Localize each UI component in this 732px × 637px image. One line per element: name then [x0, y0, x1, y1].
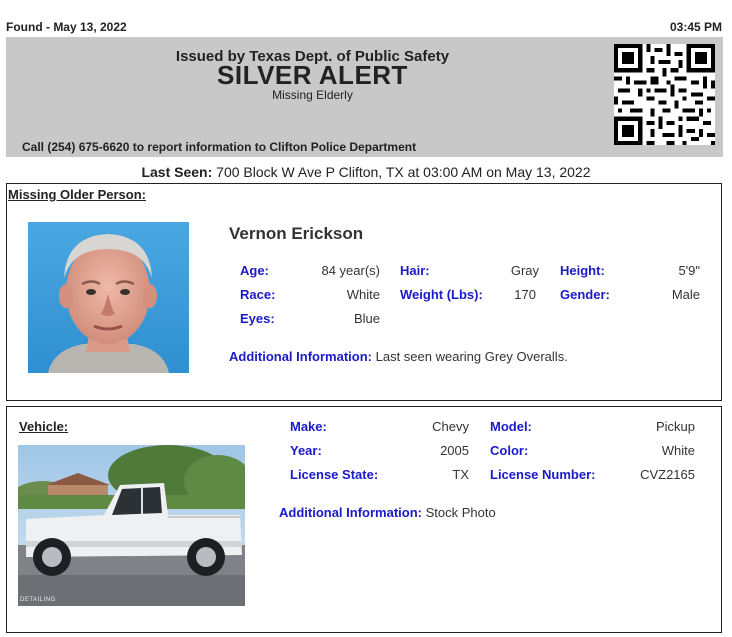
eyes-value: Blue — [353, 311, 380, 326]
person-photo — [28, 222, 189, 373]
license-number-value: CVZ2165 — [640, 467, 695, 482]
person-additional-info — [229, 349, 568, 364]
qr-code-icon — [614, 44, 715, 145]
person-additional-label: Additional Information: — [229, 349, 372, 364]
color-label: Color: — [490, 443, 529, 458]
person-section-label: Missing Older Person: — [8, 187, 146, 202]
age-value: 84 year(s) — [321, 263, 380, 278]
vehicle-section-label: Vehicle: — [19, 419, 69, 434]
vehicle-photo — [18, 445, 245, 606]
alert-status: Found - May 13, 2022 — [6, 20, 127, 34]
model-label: Model: — [490, 419, 532, 434]
height-label: Height: — [560, 263, 605, 278]
model-value: Pickup — [655, 419, 695, 434]
gender-value: Male — [671, 287, 700, 302]
weight-value: 170 — [514, 287, 536, 302]
weight-label: Weight (Lbs): — [400, 287, 483, 302]
eyes-label: Eyes: — [240, 311, 275, 326]
color-value: White — [661, 443, 695, 458]
license-number-label: License Number: — [490, 467, 596, 482]
year-value: 2005 — [440, 443, 469, 458]
race-value: White — [346, 287, 380, 302]
photo-watermark: DETAILING — [20, 597, 56, 603]
gender-label: Gender: — [560, 287, 610, 302]
vehicle-additional-label: Additional Information: — [279, 505, 422, 520]
license-state-label: License State: — [290, 467, 379, 482]
last-seen-value: 700 Block W Ave P Clifton, TX at 03:00 AM on May 13, 2022 — [216, 164, 591, 180]
make-label: Make: — [290, 419, 327, 434]
vehicle-additional-value: Stock Photo — [425, 505, 496, 520]
last-seen-label: Last Seen: — [141, 164, 213, 180]
hair-label: Hair: — [400, 263, 430, 278]
license-state-value: TX — [452, 467, 469, 482]
person-additional-value: Last seen wearing Grey Overalls. — [375, 349, 568, 364]
vehicle-additional-info — [279, 505, 496, 520]
last-seen — [0, 164, 732, 180]
hair-value: Gray — [510, 263, 539, 278]
alert-time: 03:45 PM — [669, 20, 722, 34]
make-value: Chevy — [432, 419, 469, 434]
person-name: Vernon Erickson — [229, 224, 364, 243]
race-label: Race: — [240, 287, 276, 302]
year-label: Year: — [290, 443, 322, 458]
alert-title: SILVER ALERT — [217, 60, 408, 90]
age-label: Age: — [240, 263, 269, 278]
alert-subtitle: Missing Elderly — [272, 88, 353, 102]
call-line: Call (254) 675-6620 to report information to Clifton Police Department — [22, 140, 417, 154]
issued-by: Issued by Texas Dept. of Public Safety — [175, 48, 450, 65]
height-value: 5'9" — [678, 263, 700, 278]
